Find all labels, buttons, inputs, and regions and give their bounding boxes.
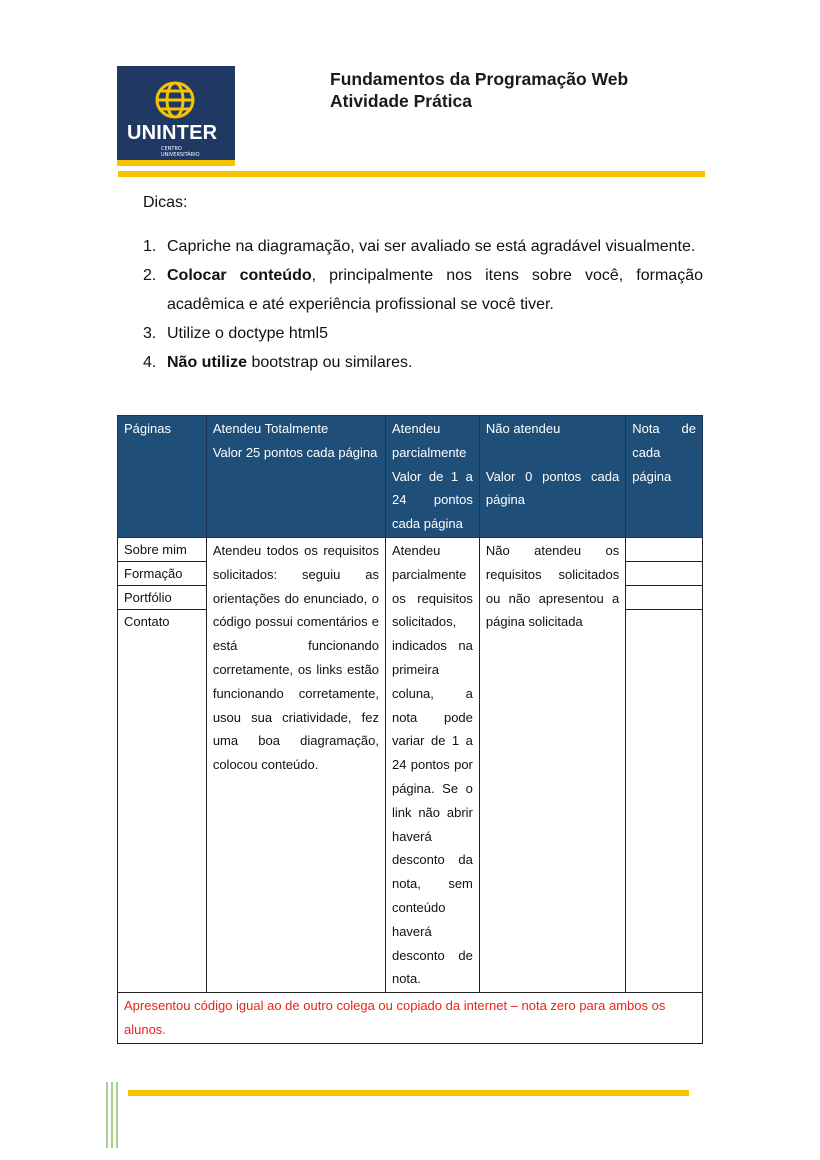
document-header	[330, 68, 628, 112]
tip-number: 3.	[143, 325, 157, 342]
plagiarism-warning: Apresentou código igual ao de outro colega ou copiado da internet – nota zero para ambos os alunos.	[118, 993, 703, 1044]
tip-item	[143, 261, 703, 319]
table-row	[118, 537, 703, 992]
tip-item	[143, 232, 703, 261]
table-footer-row	[118, 993, 703, 1044]
tip-text: bootstrap ou similares.	[247, 354, 413, 371]
footer-left-line	[106, 1082, 108, 1148]
tip-number: 2.	[143, 267, 157, 284]
header-none	[479, 416, 625, 538]
grading-table	[117, 415, 703, 1044]
globe-icon	[147, 78, 203, 122]
footer-left-line	[111, 1082, 113, 1148]
footer-left-line	[116, 1082, 118, 1148]
header-pages: Páginas	[118, 416, 207, 538]
logo-brand: UNINTER	[127, 122, 218, 144]
logo-subtitle-1: CENTRO	[161, 146, 182, 152]
page-portfolio: Portfólio	[118, 586, 206, 610]
uninter-logo	[117, 66, 235, 166]
tip-text: Utilize o doctype html5	[167, 325, 328, 342]
score-cell-portfolio	[626, 586, 702, 610]
logo-stripe	[117, 160, 235, 166]
page-contato: Contato	[124, 613, 170, 629]
table-header-row	[118, 416, 703, 538]
course-title: Fundamentos da Programação Web	[330, 69, 629, 89]
tip-number: 4.	[143, 354, 157, 371]
header-partial-value: Valor de 1 a 24 pontos cada página	[391, 468, 473, 532]
criteria-full: Atendeu todos os requisitos solicitados: seguiu as orientações do enunciado, o código possui comentários e está funcionando corretamente, os links estão funcionando corretamente, usou sua criatividade, fez uma boa diagramação, colocou conteúdo.	[206, 537, 385, 992]
tips-list	[143, 232, 703, 377]
header-full-title: Atendeu Totalmente	[212, 421, 329, 436]
score-cell-formacao	[626, 562, 702, 586]
page-sobre-mim: Sobre mim	[118, 538, 206, 562]
tip-text: Capriche na diagramação, vai ser avaliado se está agradável visualmente.	[167, 238, 696, 255]
criteria-partial: Atendeu parcialmente os requisitos solicitados, indicados na primeira coluna, a nota pode variar de 1 a 24 pontos por página. Se o link não abrir haverá desconto da nota, sem conteúdo haverá desconto de nota.	[385, 537, 479, 992]
footer-divider	[128, 1090, 689, 1096]
score-cell-sobre-mim	[626, 538, 702, 562]
tip-text: , principalmente nos itens sobre você, formação acadêmica e até experiência profissional se você tiver.	[167, 267, 703, 313]
tip-item	[143, 319, 703, 348]
criteria-none: Não atendeu os requisitos solicitados ou não apresentou a página solicitada	[479, 537, 625, 992]
header-divider	[118, 171, 705, 177]
tip-bold-text: Não utilize	[167, 354, 248, 371]
tips-title: Dicas:	[143, 194, 188, 211]
pages-list	[118, 537, 207, 992]
logo-subtitle-2: UNIVERSITÁRIO	[161, 152, 200, 158]
tip-bold-text: Colocar conteúdo	[167, 267, 312, 284]
page-formacao: Formação	[118, 562, 206, 586]
header-full	[206, 416, 385, 538]
header-partial	[385, 416, 479, 538]
tip-item	[143, 348, 703, 377]
activity-title: Atividade Prática	[330, 91, 472, 111]
header-full-value: Valor 25 pontos cada página	[212, 444, 378, 460]
score-column	[626, 537, 703, 992]
header-none-value: Valor 0 pontos cada página	[485, 468, 620, 508]
header-none-title: Não atendeu	[485, 421, 561, 436]
header-score: Nota de cada página	[626, 416, 703, 538]
header-partial-title: Atendeu parcialmente	[391, 421, 467, 460]
tip-number: 1.	[143, 238, 157, 255]
